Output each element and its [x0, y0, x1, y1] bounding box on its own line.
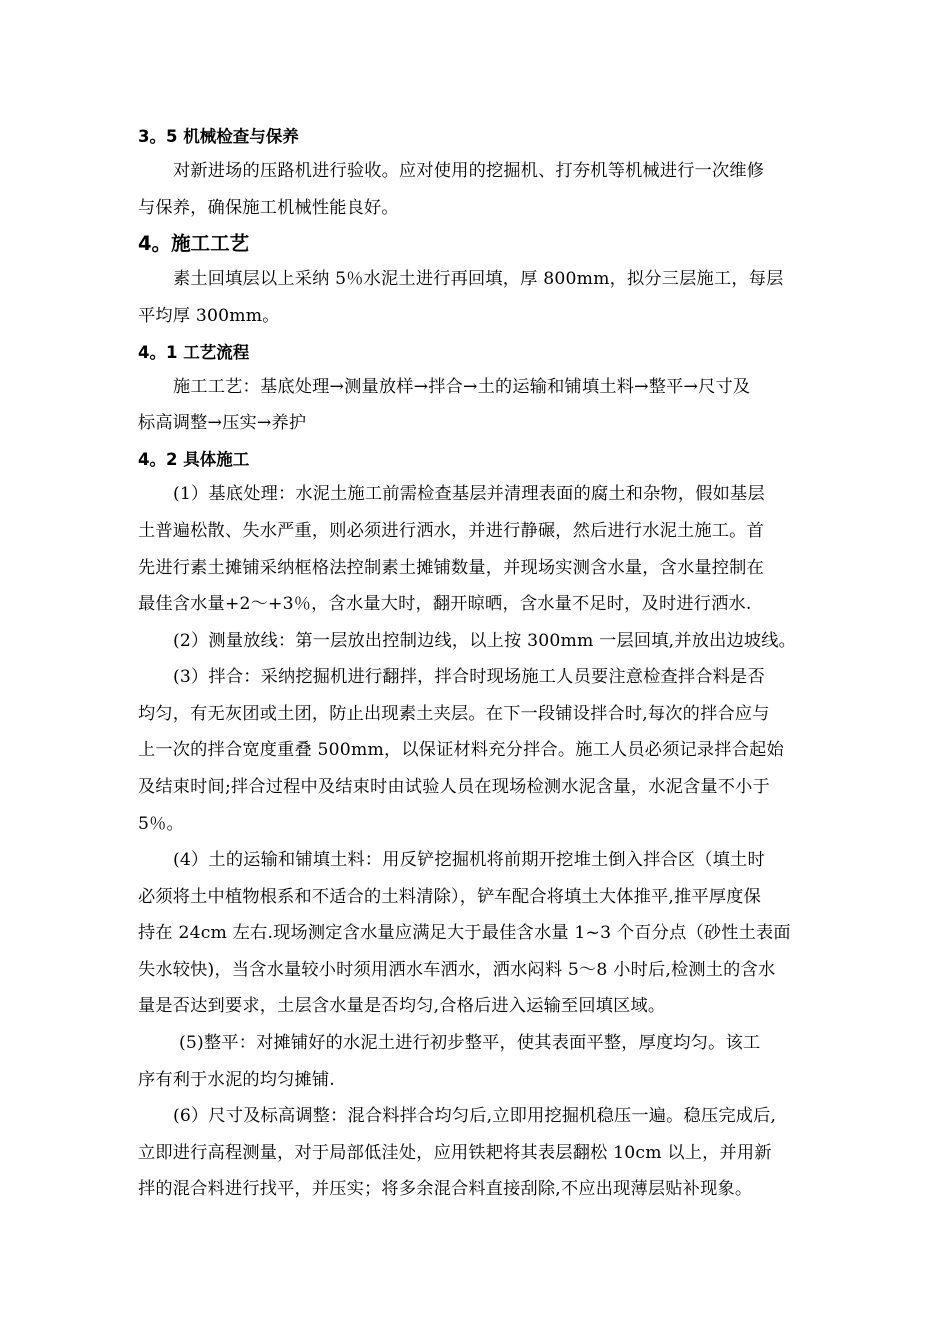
paragraph-line: 施工工艺：基底处理→测量放样→拌合→土的运输和铺填土料→整平→尺寸及	[173, 377, 751, 397]
heading-4: 4。施工工艺	[138, 232, 250, 255]
paragraph-line: 持在 24cm 左右.现场测定含水量应满足大于最佳含水量 1~3 个百分点（砂性土表面	[138, 923, 791, 943]
heading-4-1: 4。1 工艺流程	[138, 343, 250, 362]
heading-3-5: 3。5 机械检查与保养	[138, 127, 299, 146]
paragraph-line: 上一次的拌合宽度重叠 500mm，以保证材料充分拌合。施工人员必须记录拌合起始	[138, 740, 784, 760]
paragraph-line: 失水较快)，当含水量较小时须用洒水车洒水，洒水闷料 5～8 小时后,检测土的含水	[138, 960, 776, 980]
paragraph-line: 对新进场的压路机进行验收。应对使用的挖掘机、打夯机等机械进行一次维修	[173, 161, 765, 181]
paragraph-line: (4）土的运输和铺填土料：用反铲挖掘机将前期开挖堆土倒入拌合区（填土时	[173, 850, 765, 870]
paragraph-line: (2）测量放线：第一层放出控制边线，以上按 300mm 一层回填,并放出边坡线。	[173, 631, 797, 651]
paragraph-line: 均匀，有无灰团或土团，防止出现素土夹层。在下一段铺设拌合时,每次的拌合应与	[138, 704, 770, 724]
paragraph-line: 5％。	[138, 814, 184, 834]
paragraph-line: 平均厚 300mm。	[138, 306, 280, 326]
paragraph-line: (6）尺寸及标高调整：混合料拌合均匀后,立即用挖掘机稳压一遍。稳压完成后,	[173, 1106, 777, 1126]
paragraph-line: (5)整平：对摊铺好的水泥土进行初步整平，使其表面平整，厚度均匀。该工	[179, 1033, 761, 1053]
paragraph-line: 最佳含水量+2～+3％，含水量大时，翻开晾晒，含水量不足时，及时进行洒水.	[138, 594, 752, 614]
paragraph-line: (1）基底处理：水泥土施工前需检查基层并清理表面的腐土和杂物，假如基层	[173, 484, 765, 504]
paragraph-line: 拌的混合料进行找平，并压实；将多余混合料直接刮除,不应出现薄层贴补现象。	[138, 1179, 753, 1199]
paragraph-line: (3）拌合：采纳挖掘机进行翻拌，拌合时现场施工人员要注意检查拌合料是否	[173, 667, 765, 687]
paragraph-line: 素土回填层以上采纳 5％水泥土进行再回填，厚 800mm，拟分三层施工，每层	[173, 269, 784, 289]
paragraph-line: 立即进行高程测量，对于局部低洼处，应用铁耙将其表层翻松 10cm 以上，并用新	[138, 1143, 772, 1163]
paragraph-line: 先进行素土摊铺采纳框格法控制素土摊铺数量，并现场实测含水量，含水量控制在	[138, 558, 764, 578]
paragraph-line: 土普遍松散、失水严重，则必须进行洒水，并进行静碾，然后进行水泥土施工。首	[138, 521, 764, 541]
heading-4-2: 4。2 具体施工	[138, 450, 250, 469]
paragraph-line: 序有利于水泥的均匀摊铺.	[138, 1070, 335, 1090]
paragraph-line: 及结束时间;拌合过程中及结束时由试验人员在现场检测水泥含量，水泥含量不小于	[138, 777, 770, 797]
paragraph-line: 与保养，确保施工机械性能良好。	[138, 198, 399, 218]
paragraph-line: 量是否达到要求，土层含水量是否均匀,合格后进入运输至回填区域。	[138, 996, 666, 1016]
paragraph-line: 标高调整→压实→养护	[138, 413, 307, 433]
paragraph-line: 必须将土中植物根系和不适合的土料清除），铲车配合将填土大体推平,推平厚度保	[138, 887, 762, 907]
